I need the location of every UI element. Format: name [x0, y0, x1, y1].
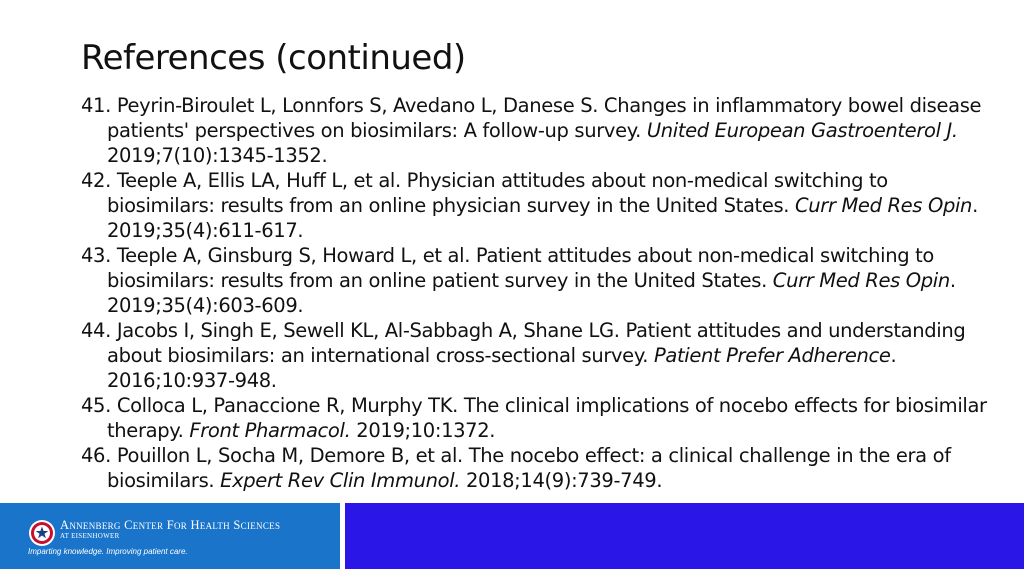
- reference-number: 42.: [81, 169, 111, 192]
- reference-citation: . 2019;35(4):603-609.: [107, 269, 956, 317]
- reference-item: [81, 443, 991, 493]
- reference-citation: . 2016;10:937-948.: [107, 344, 897, 392]
- reference-number: 45.: [81, 394, 111, 417]
- reference-item: [81, 243, 991, 318]
- reference-number: 44.: [81, 319, 111, 342]
- reference-item: [81, 393, 991, 443]
- reference-list: [81, 93, 991, 493]
- reference-text: Colloca L, Panaccione R, Murphy TK. The clinical implications of nocebo effects for biosimilar therapy.: [107, 394, 987, 442]
- reference-citation: 2019;7(10):1345-1352.: [107, 144, 328, 167]
- logo-text: [60, 518, 280, 541]
- reference-journal: United European Gastroenterol J.: [646, 119, 958, 142]
- reference-journal: Expert Rev Clin Immunol.: [220, 469, 461, 492]
- reference-journal: Curr Med Res Opin: [795, 194, 973, 217]
- reference-text: Peyrin-Biroulet L, Lonnfors S, Avedano L, Danese S. Changes in inflammatory bowel disease patients' perspectives on biosimilars: A follow-up survey.: [107, 94, 982, 142]
- reference-number: 46.: [81, 444, 111, 467]
- reference-citation: 2019;10:1372.: [350, 419, 496, 442]
- reference-text: Pouillon L, Socha M, Demore B, et al. The nocebo effect: a clinical challenge in the era of biosimilars.: [107, 444, 951, 492]
- logo-tagline: Imparting knowledge. Improving patient care.: [28, 547, 188, 556]
- reference-text: Teeple A, Ellis LA, Huff L, et al. Physician attitudes about non-medical switching to biosimilars: results from an online physician survey in the United States.: [107, 169, 888, 217]
- reference-citation: . 2019;35(4):611-617.: [107, 194, 978, 242]
- slide-title: References (continued): [81, 38, 466, 78]
- logo-subtitle: AT EISENHOWER: [60, 532, 120, 540]
- reference-number: 43.: [81, 244, 111, 267]
- annenberg-seal-icon: [28, 519, 56, 547]
- reference-citation: 2018;14(9):739-749.: [460, 469, 663, 492]
- logo-name: Annenberg Center For Health Sciences: [60, 518, 281, 532]
- reference-journal: Curr Med Res Opin: [772, 269, 950, 292]
- footer-color-band: [345, 503, 1024, 569]
- reference-item: [81, 93, 991, 168]
- reference-item: [81, 168, 991, 243]
- reference-text: Jacobs I, Singh E, Sewell KL, Al-Sabbagh A, Shane LG. Patient attitudes and understanding about biosimilars: an international cross-sectional survey.: [107, 319, 966, 367]
- reference-journal: Patient Prefer Adherence: [653, 344, 891, 367]
- footer-bar: [0, 503, 1024, 576]
- footer-logo-panel: [0, 503, 340, 569]
- reference-text: Teeple A, Ginsburg S, Howard L, et al. Patient attitudes about non-medical switching to biosimilars: results from an online patient survey in the United States.: [107, 244, 934, 292]
- reference-item: [81, 318, 991, 393]
- reference-number: 41.: [81, 94, 111, 117]
- reference-journal: Front Pharmacol.: [189, 419, 351, 442]
